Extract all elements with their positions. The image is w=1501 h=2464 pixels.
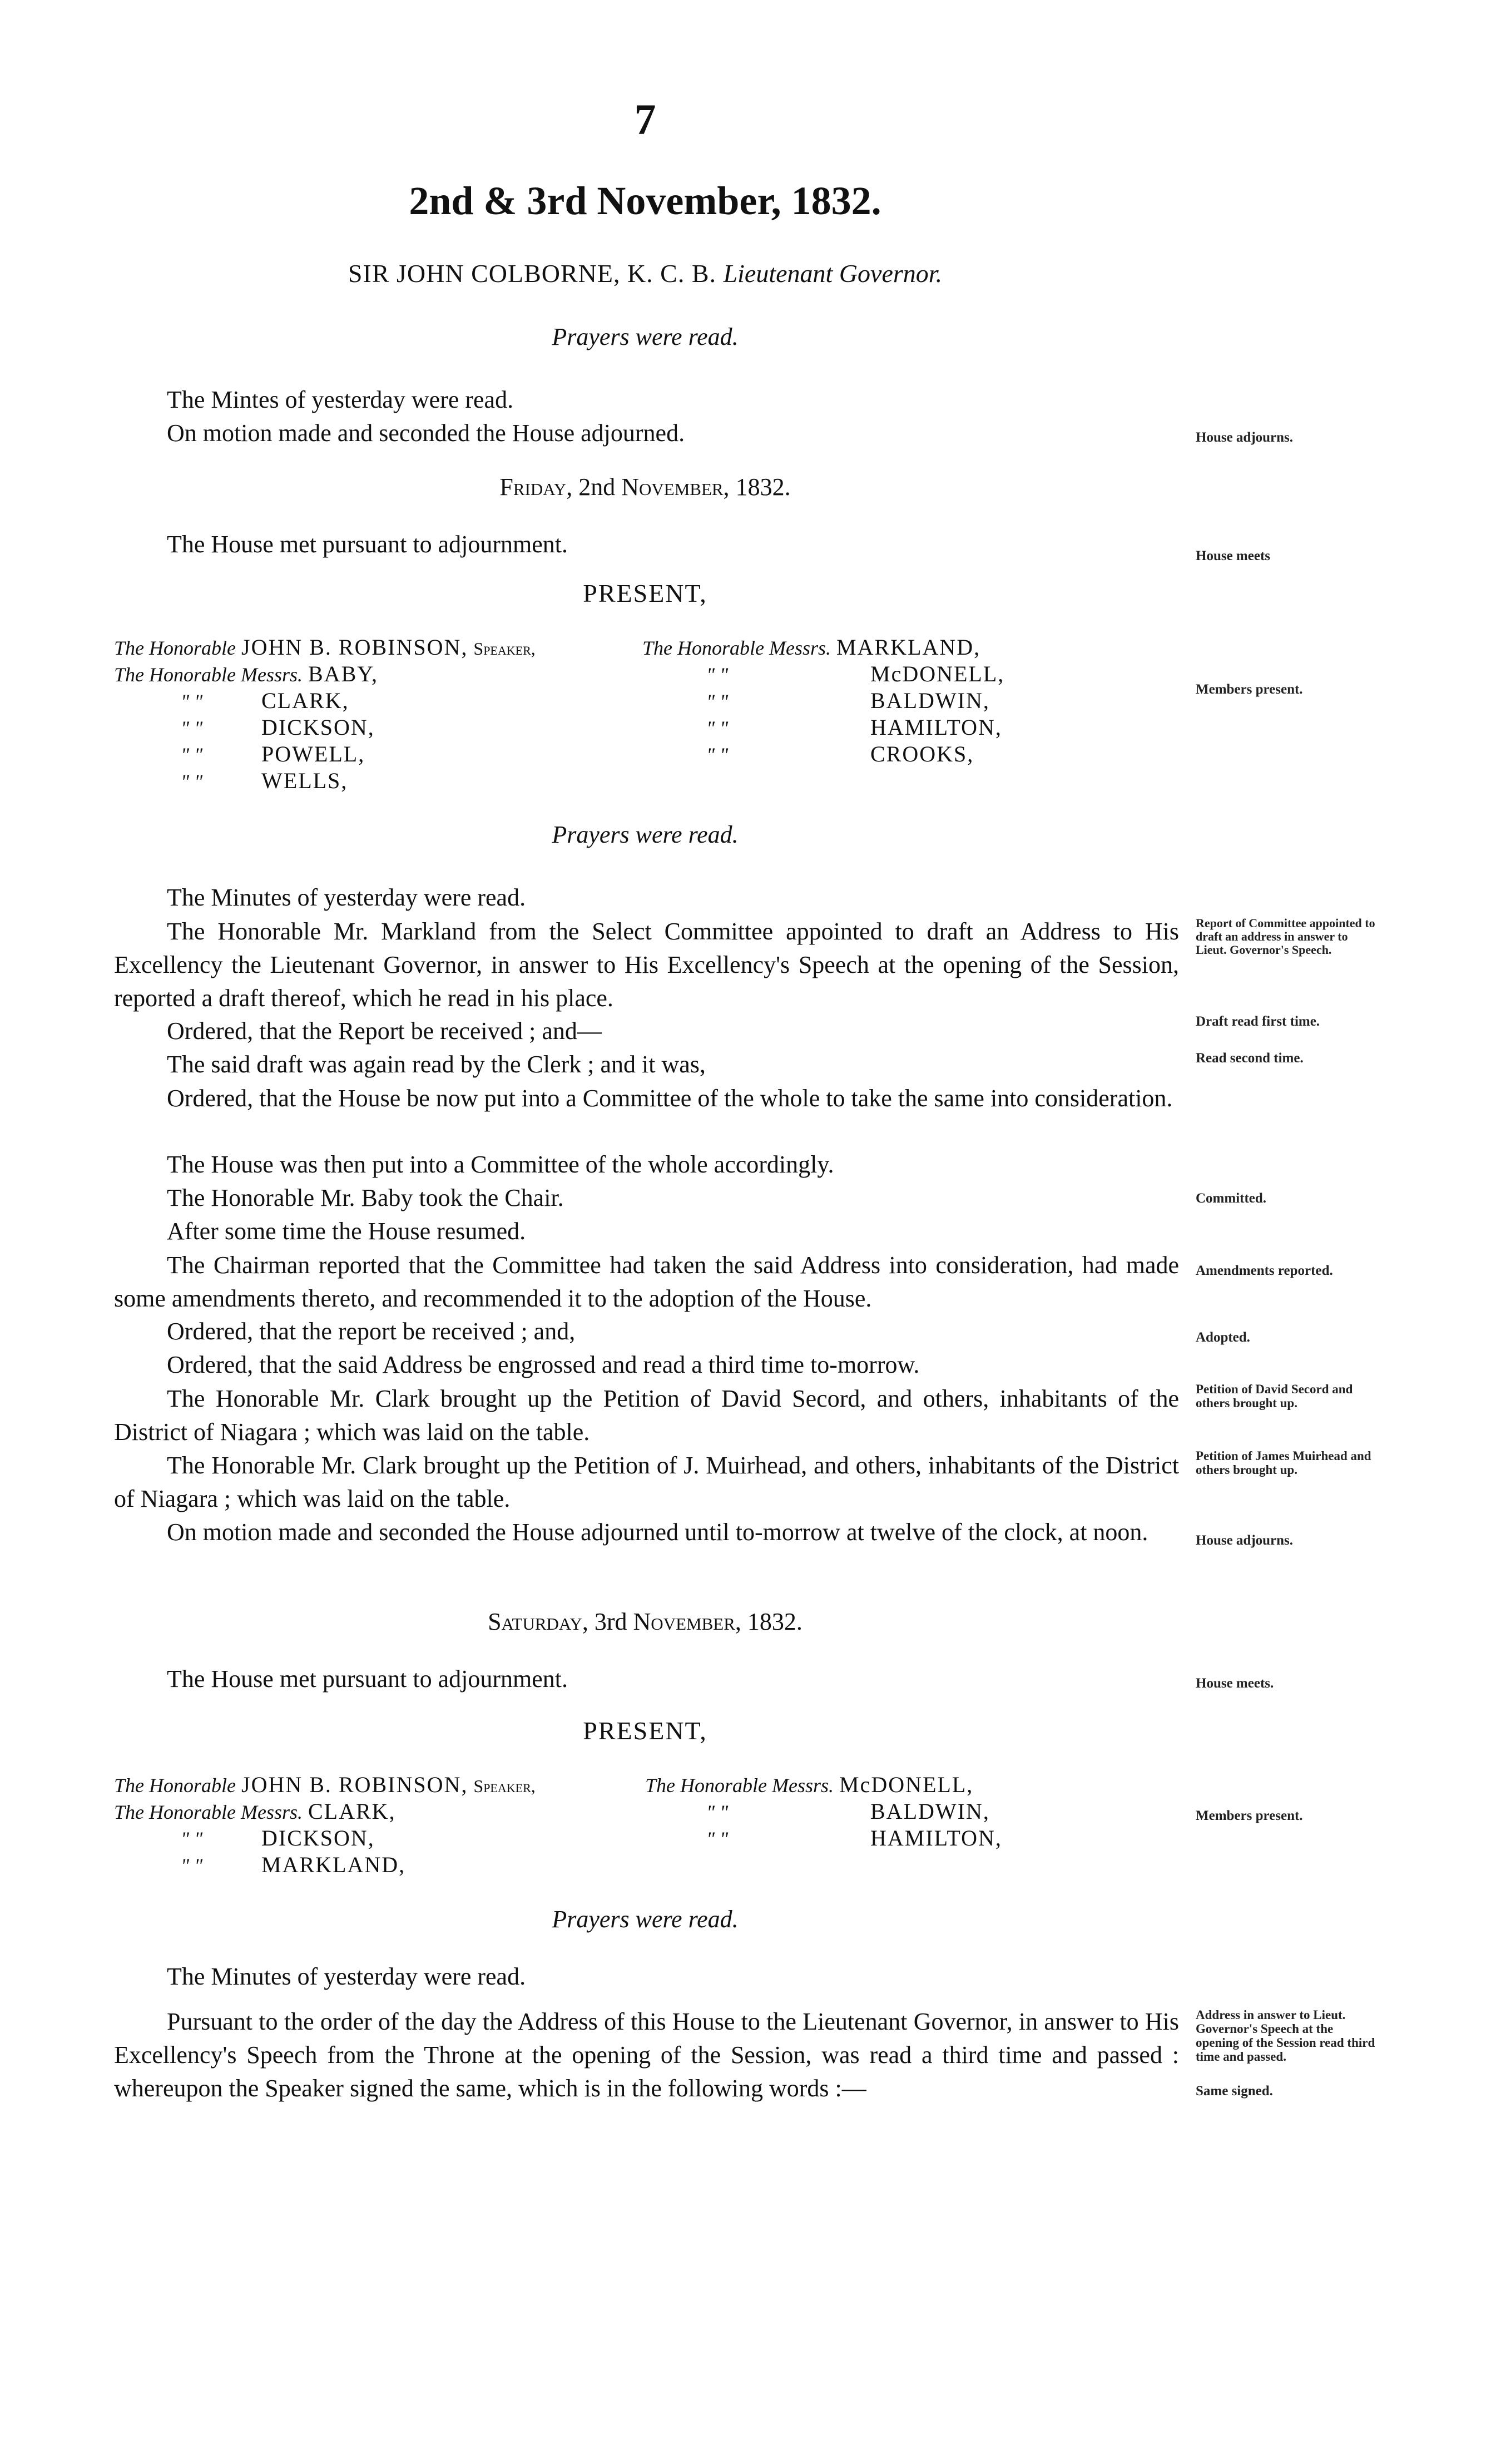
friday-para-resumed: After some time the House resumed. (167, 1218, 526, 1245)
friday-para-committee: The House was then put into a Committee of the whole accordingly. (167, 1151, 834, 1178)
member-name: MARKLAND, (261, 1852, 406, 1877)
governor-title: Lieutenant Governor. (723, 259, 943, 288)
margin-same-signed: Same signed. (1196, 2084, 1273, 2099)
margin-members-present-1: Members present. (1196, 682, 1303, 697)
friday-para-chairman: The Chairman reported that the Committee had taken the said Address into consideration, had made some amendments thereto, and recommended it to the adoption of the House. (114, 1251, 1179, 1312)
member-title: The Honorable (114, 637, 236, 659)
friday-para-petition-secord: The Honorable Mr. Clark brought up the Petition of David Secord, and others, inhabitants of the District of Niagara ; which was laid on the table. (114, 1385, 1179, 1446)
governor-line (111, 259, 1179, 288)
page-heading: 2nd & 3rd November, 1832. (409, 179, 881, 223)
friday-member-right (706, 714, 1002, 741)
friday-para-petition-muirhead: The Honorable Mr. Clark brought up the Petition of J. Muirhead, and others, inhabitants of the District of Niagara ; which was laid on the table. (114, 1452, 1179, 1512)
member-name: JOHN B. ROBINSON, (241, 635, 468, 660)
prayers-read-3: Prayers were read. (552, 1906, 739, 1933)
nov2-minutes: The Mintes of yesterday were read. (167, 386, 514, 413)
page-number: 7 (634, 95, 656, 144)
friday-para-ordered-4: Ordered, that the said Address be engrossed and read a third time to-morrow. (167, 1351, 920, 1378)
saturday-member-left (114, 1798, 396, 1825)
saturday-header (111, 1607, 1179, 1636)
friday-member-right (706, 687, 990, 715)
prayers-read-1: Prayers were read. (552, 323, 739, 350)
margin-draft-first: Draft read first time. (1196, 1014, 1320, 1029)
friday-header (111, 473, 1179, 501)
ditto-marks: " " (706, 717, 729, 739)
member-title: The Honorable Messrs. (114, 664, 303, 686)
margin-petition-secord: Petition of David Secord and others brought up. (1196, 1382, 1353, 1410)
friday-member-right (642, 634, 980, 661)
member-name: HAMILTON, (870, 715, 1002, 740)
member-role: Speaker, (473, 639, 536, 659)
saturday-member-left (181, 1825, 375, 1852)
margin-committed: Committed. (1196, 1191, 1267, 1206)
member-title: The Honorable Messrs. (642, 637, 831, 659)
member-title: The Honorable Messrs. (645, 1774, 834, 1797)
member-name: McDONELL, (870, 661, 1005, 686)
member-title: The Honorable (114, 1774, 236, 1797)
saturday-house-met: The House met pursuant to adjournment. (167, 1665, 568, 1693)
friday-member-left (114, 634, 536, 662)
saturday-member-right (706, 1798, 990, 1825)
friday-month: November, (621, 473, 730, 501)
ditto-marks: " " (181, 1828, 203, 1850)
friday-member-right (706, 741, 974, 768)
saturday-member-left (114, 1772, 536, 1799)
friday-minutes: The Minutes of yesterday were read. (167, 884, 526, 911)
prayers-read-2: Prayers were read. (552, 821, 739, 848)
margin-read-second: Read second time. (1196, 1051, 1304, 1066)
ditto-marks: " " (181, 690, 203, 713)
friday-date: 2nd (578, 473, 616, 501)
friday-member-left (181, 714, 375, 741)
friday-para-ordered-1: Ordered, that the Report be received ; and— (167, 1017, 602, 1045)
ditto-marks: " " (706, 744, 729, 766)
member-name: BABY, (308, 661, 378, 686)
nov2-adjourn: On motion made and seconded the House adjourned. (167, 419, 685, 447)
margin-house-adjourns-1: House adjourns. (1196, 430, 1294, 445)
saturday-month: November, (633, 1608, 741, 1635)
friday-house-met: The House met pursuant to adjournment. (167, 531, 568, 558)
saturday-para-address: Pursuant to the order of the day the Address of this House to the Lieutenant Governor, in answer to His Excellency's Speech from the Throne at the opening of the Session, was read a third time and passed : whereupon the Speaker signed the same, which is in the following words :— (114, 2008, 1179, 2102)
friday-para-draft: The said draft was again read by the Clerk ; and it was, (167, 1051, 706, 1078)
friday-present-label: PRESENT, (583, 579, 707, 607)
friday-para-adjourn: On motion made and seconded the House adjourned until to-morrow at twelve of the clock, at noon. (167, 1518, 1148, 1546)
member-role: Speaker, (473, 1776, 536, 1796)
friday-para-ordered-3: Ordered, that the report be received ; and, (167, 1318, 576, 1345)
friday-para-chair: The Honorable Mr. Baby took the Chair. (167, 1184, 564, 1211)
ditto-marks: " " (706, 664, 729, 686)
saturday-member-left (181, 1852, 405, 1879)
friday-member-left (114, 661, 378, 688)
ditto-marks: " " (181, 770, 203, 793)
margin-house-meets-1: House meets (1196, 548, 1270, 563)
margin-house-adjourns-2: House adjourns. (1196, 1533, 1294, 1548)
ditto-marks: " " (706, 690, 729, 713)
margin-address-answer: Address in answer to Lieut. Governor's Speech at the opening of the Session read third time and passed. (1196, 2008, 1375, 2064)
ditto-marks: " " (181, 717, 203, 739)
member-name: POWELL, (261, 741, 365, 766)
saturday-day: Saturday, (488, 1608, 588, 1635)
margin-petition-muirhead: Petition of James Muirhead and others brought up. (1196, 1449, 1371, 1477)
ditto-marks: " " (706, 1801, 729, 1823)
member-name: MARKLAND, (836, 635, 981, 660)
friday-member-left (181, 687, 349, 715)
friday-member-left (181, 741, 365, 768)
member-title: The Honorable Messrs. (114, 1801, 303, 1823)
margin-adopted: Adopted. (1196, 1330, 1250, 1345)
member-name: WELLS, (261, 768, 348, 793)
saturday-year: 1832. (747, 1608, 802, 1635)
saturday-member-right (706, 1825, 1002, 1852)
governor-name: SIR JOHN COLBORNE, K. C. B. (348, 259, 717, 288)
member-name: McDONELL, (839, 1772, 974, 1797)
margin-house-meets-2: House meets. (1196, 1676, 1274, 1691)
friday-member-left (181, 768, 348, 795)
saturday-present-label: PRESENT, (583, 1716, 707, 1745)
member-name: JOHN B. ROBINSON, (241, 1772, 468, 1797)
saturday-date: 3rd (594, 1608, 627, 1635)
friday-para-report: The Honorable Mr. Markland from the Select Committee appointed to draft an Address to His Excellency the Lieutenant Governor, in answer to His Excellency's Speech at the opening of the Session, reported a draft thereof, which he read in his place. (114, 918, 1179, 1012)
member-name: DICKSON, (261, 1825, 375, 1851)
ditto-marks: " " (706, 1828, 729, 1850)
ditto-marks: " " (181, 1854, 203, 1877)
ditto-marks: " " (181, 744, 203, 766)
friday-day: Friday, (499, 473, 573, 501)
margin-report-committee: Report of Committee appointed to draft an address in answer to Lieut. Governor's Speech. (1196, 916, 1375, 957)
friday-year: 1832. (735, 473, 791, 501)
saturday-member-right (645, 1772, 973, 1799)
margin-members-present-2: Members present. (1196, 1808, 1303, 1823)
member-name: BALDWIN, (870, 688, 990, 713)
member-name: CROOKS, (870, 741, 974, 766)
friday-member-right (706, 661, 1004, 688)
member-name: HAMILTON, (870, 1825, 1002, 1851)
saturday-minutes: The Minutes of yesterday were read. (167, 1963, 526, 1990)
friday-para-ordered-2: Ordered, that the House be now put into a Committee of the whole to take the same into consideration. (167, 1085, 1173, 1112)
member-name: BALDWIN, (870, 1799, 990, 1824)
member-name: CLARK, (308, 1799, 396, 1824)
member-name: CLARK, (261, 688, 349, 713)
margin-amendments: Amendments reported. (1196, 1263, 1333, 1278)
member-name: DICKSON, (261, 715, 375, 740)
